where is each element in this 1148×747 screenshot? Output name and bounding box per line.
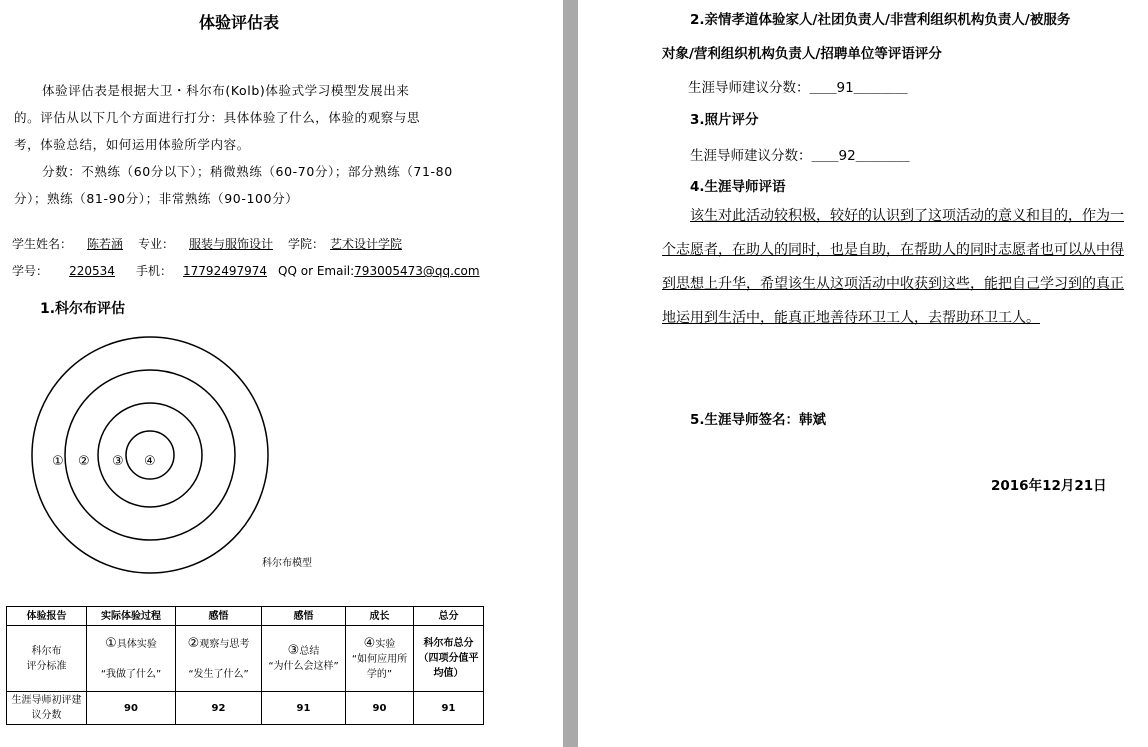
section-2-heading-line-1: 2.亲情孝道体验家人/社团负责人/非营利组织机构负责人/被服务: [690, 12, 1071, 28]
section-3-score-field[interactable]: ＿＿92＿＿＿＿: [811, 148, 910, 164]
ring-label-1: ①: [52, 454, 64, 469]
intro-line-2: 的。评估从以下几个方面进行打分：具体体验了什么，体验的观察与思: [14, 110, 421, 125]
criteria-cell: ①具体实验 “我做了什么”: [87, 626, 176, 692]
section-3-score: [690, 144, 910, 164]
page-title: 体验评估表: [199, 13, 280, 32]
table-header: 实际体验过程: [87, 607, 176, 626]
phone-label: 手机：: [136, 264, 173, 278]
criteria-cell: ③总结 “为什么会这样”: [262, 626, 346, 692]
score-cell[interactable]: 90: [346, 692, 414, 725]
score-scale-line-2: 分）；熟练（81-90分）；非常熟练（90-100分）: [14, 191, 299, 206]
mentor-comment[interactable]: 该生对此活动较积极，较好的认识到了这项活动的意义和目的，作为一个志愿者，在助人的同时，也是自助，在帮助人的同时志愿者也可以从中得到思想上升华，希望该生从这项活动中收获到这些，能把自己学习到的真正地运用到生活中，能真正地善待环卫工人，去帮助环卫工人。: [662, 208, 1124, 326]
qq-email-label: QQ or Email:: [278, 264, 355, 278]
ring-label-2: ②: [78, 454, 90, 469]
right-page: [578, 0, 1148, 747]
table-row: [7, 692, 484, 725]
section-2-score: [688, 76, 908, 96]
page-gap: [563, 0, 578, 747]
score-label: 生涯导师建议分数：: [688, 80, 810, 96]
section-1-heading: 1.科尔布评估: [40, 301, 126, 317]
intro-line-1: 体验评估表是根据大卫・科尔布(Kolb)体验式学习模型发展出来: [42, 83, 410, 98]
score-cell[interactable]: 92: [176, 692, 262, 725]
left-page: [0, 0, 563, 747]
table-header: 总分: [414, 607, 484, 626]
major-field[interactable]: 服装与服饰设计: [189, 237, 274, 251]
email-field[interactable]: 793005473@qq.com: [354, 264, 480, 278]
criteria-cell: ②观察与思考 “发生了什么”: [176, 626, 262, 692]
school-label: 学院：: [288, 237, 325, 251]
diagram-caption: 科尔布模型: [262, 558, 312, 569]
ring-label-3: ③: [112, 454, 124, 469]
table-header: 成长: [346, 607, 414, 626]
student-name-field[interactable]: 陈若涵: [87, 237, 124, 251]
intro-line-3: 考，体验总结，如何运用体验所学内容。: [14, 137, 250, 152]
section-2-heading-line-2: 对象/营利组织机构负责人/招聘单位等评语评分: [662, 46, 942, 62]
table-header-row: [7, 607, 484, 626]
score-row-label: 生涯导师初评建议分数: [7, 692, 87, 725]
student-info-row: [12, 235, 470, 252]
criteria-label: 科尔布 评分标准: [7, 626, 87, 692]
major-label: 专业：: [138, 237, 175, 251]
signature-date: 2016年12月21日: [991, 478, 1107, 494]
table-header: 感悟: [176, 607, 262, 626]
student-id-field[interactable]: 220534: [69, 264, 115, 278]
score-cell[interactable]: 90: [87, 692, 176, 725]
contact-info-row: [12, 262, 480, 279]
section-3-heading: 3.照片评分: [690, 112, 759, 128]
criteria-cell: ④实验 “如何应用所学的”: [346, 626, 414, 692]
total-score-cell[interactable]: 91: [414, 692, 484, 725]
score-cell[interactable]: 91: [262, 692, 346, 725]
kolb-diagram: [30, 335, 270, 575]
id-label: 学号：: [12, 264, 49, 278]
ring-label-4: ④: [144, 454, 156, 469]
section-2-score-field[interactable]: ＿＿91＿＿＿＿: [809, 80, 908, 96]
total-criteria-cell: 科尔布总分 （四项分值平均值）: [414, 626, 484, 692]
table-header: 体验报告: [7, 607, 87, 626]
score-label: 生涯导师建议分数：: [690, 148, 812, 164]
name-label: 学生姓名：: [12, 237, 73, 251]
kolb-score-table: [6, 606, 484, 725]
phone-field[interactable]: 17792497974: [183, 264, 268, 278]
section-5-signature: 5.生涯导师签名：韩斌: [690, 412, 827, 428]
school-field[interactable]: 艺术设计学院: [330, 237, 403, 251]
section-4-heading: 4.生涯导师评语: [690, 179, 786, 195]
score-scale-line-1: 分数：不熟练（60分以下）；稍微熟练（60-70分）；部分熟练（71-80: [42, 164, 453, 179]
table-row: [7, 626, 484, 692]
table-header: 感悟: [262, 607, 346, 626]
